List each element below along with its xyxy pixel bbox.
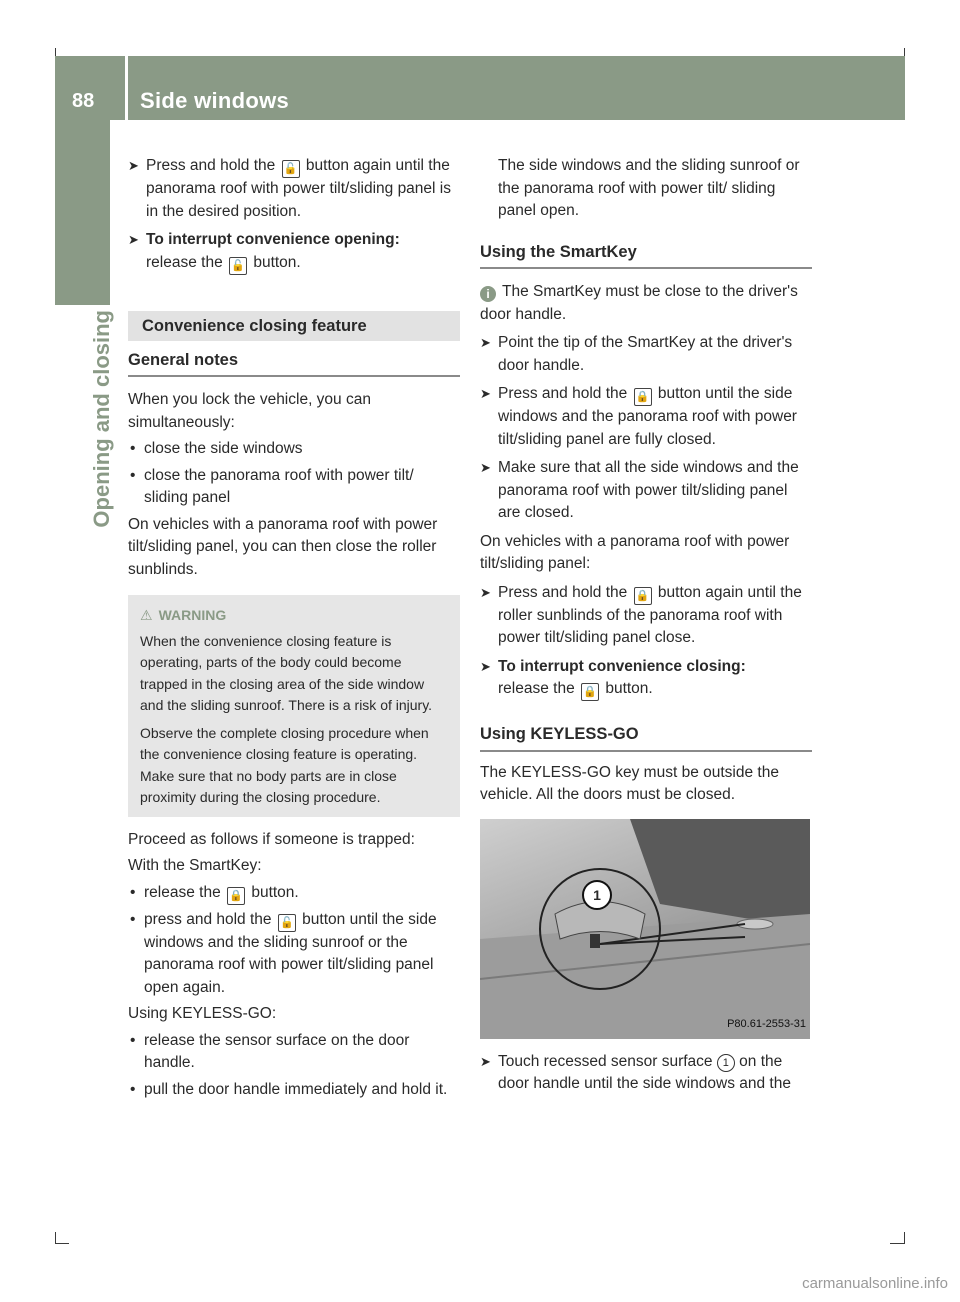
crop-mark bbox=[55, 1243, 69, 1244]
door-handle-figure bbox=[480, 819, 810, 1039]
lock-icon: 🔒 bbox=[581, 683, 599, 701]
step-arrow-icon: ➤ bbox=[480, 1053, 491, 1069]
chapter-title: Opening and closing bbox=[89, 310, 114, 528]
keyless-heading: Using KEYLESS-GO bbox=[480, 723, 812, 752]
warning-icon: ⚠ bbox=[140, 607, 153, 623]
step: ➤ Press and hold the 🔒 button until the side windows and the panorama roof with power tilt/sliding panel are fully closed. bbox=[480, 385, 797, 448]
crop-mark bbox=[904, 1232, 905, 1244]
warning-box bbox=[128, 595, 460, 817]
unlock-icon: 🔓 bbox=[282, 160, 300, 178]
info-icon: i bbox=[480, 286, 496, 302]
side-tab bbox=[55, 120, 110, 305]
step: ➤ Touch recessed sensor surface 1 on the door handle until the side windows and the bbox=[480, 1052, 791, 1092]
step: ➤ Press and hold the 🔒 button again until the roller sunblinds of the panorama roof with power tilt/sliding panel close. bbox=[480, 583, 802, 646]
step-arrow-icon: ➤ bbox=[480, 658, 491, 674]
smartkey-label: With the SmartKey: bbox=[128, 857, 262, 874]
panorama-intro: On vehicles with a panorama roof with power tilt/sliding panel: bbox=[480, 532, 790, 572]
continuation-text: The side windows and the sliding sunroof or the panorama roof with power tilt/ sliding panel open. bbox=[498, 157, 800, 219]
list-item: • press and hold the 🔓 button until the side windows and the sliding sunroof or the panorama roof with power tilt/sliding panel open again. bbox=[130, 910, 437, 996]
list-item: • release the 🔒 button. bbox=[128, 882, 460, 905]
smartkey-heading: Using the SmartKey bbox=[480, 241, 812, 270]
lock-icon: 🔒 bbox=[634, 388, 652, 406]
convenience-heading: Convenience closing feature bbox=[128, 311, 460, 341]
list-item: • close the side windows bbox=[130, 440, 303, 457]
unlock-icon: 🔓 bbox=[278, 914, 296, 932]
lock-icon: 🔒 bbox=[634, 587, 652, 605]
header-divider bbox=[125, 56, 128, 120]
callout-inline: 1 bbox=[717, 1054, 735, 1072]
right-column bbox=[480, 155, 812, 1102]
section-title: Side windows bbox=[140, 88, 290, 113]
warning-text: Observe the complete closing procedure when the convenience closing feature is operating. Make sure that no body parts are in close proximity during the closing procedure. bbox=[140, 724, 429, 805]
list-item: • close the panorama roof with power tilt/ sliding panel bbox=[130, 466, 414, 506]
intro-text: When you lock the vehicle, you can simultaneously: bbox=[128, 391, 371, 431]
car-door-illustration bbox=[480, 819, 810, 1039]
step: ➤ To interrupt convenience closing: release the 🔒 button. bbox=[480, 656, 812, 702]
left-column bbox=[128, 155, 460, 1105]
lock-icon: 🔒 bbox=[227, 887, 245, 905]
warning-title: ⚠ WARNING bbox=[140, 605, 450, 627]
callout-number: 1 bbox=[582, 880, 612, 910]
step: ➤ To interrupt convenience opening: release the 🔓 button. bbox=[128, 229, 460, 275]
figure-label: P80.61-2553-31 bbox=[727, 1018, 806, 1030]
step-arrow-icon: ➤ bbox=[480, 386, 491, 401]
warning-text: When the convenience closing feature is operating, parts of the body could become trapped in the closing area of the side window and the sliding sunroof. There is a risk of injury. bbox=[140, 632, 433, 713]
step: ➤ Point the tip of the SmartKey at the driver's door handle. bbox=[480, 334, 793, 374]
step-arrow-icon: ➤ bbox=[480, 460, 491, 475]
step: ➤ Make sure that all the side windows and the panorama roof with power tilt/sliding panel are closed. bbox=[480, 459, 799, 521]
page-number: 88 bbox=[72, 90, 95, 112]
info-note: i The SmartKey must be close to the driver's door handle. bbox=[480, 283, 798, 323]
list-item: • release the sensor surface on the door handle. bbox=[130, 1031, 410, 1071]
general-notes-heading: General notes bbox=[128, 349, 460, 378]
step-arrow-icon: ➤ bbox=[128, 158, 139, 173]
step-arrow-icon: ➤ bbox=[128, 232, 139, 247]
watermark: carmanualsonline.info bbox=[802, 1275, 948, 1292]
keyless-intro: The KEYLESS-GO key must be outside the vehicle. All the doors must be closed. bbox=[480, 763, 779, 803]
step: ➤ Press and hold the 🔓 button again until the panorama roof with power tilt/sliding panel is in the desired position. bbox=[128, 157, 451, 220]
trapped-intro: Proceed as follows if someone is trapped: bbox=[128, 830, 415, 848]
list-item: • pull the door handle immediately and hold it. bbox=[130, 1080, 448, 1098]
step-arrow-icon: ➤ bbox=[480, 335, 491, 350]
keyless-label: Using KEYLESS-GO: bbox=[128, 1005, 277, 1022]
step-arrow-icon: ➤ bbox=[480, 584, 491, 600]
unlock-icon: 🔓 bbox=[229, 257, 247, 275]
panorama-note: On vehicles with a panorama roof with power tilt/sliding panel, you can then close the roller sunblinds. bbox=[128, 515, 438, 578]
sensor-surface bbox=[590, 934, 600, 948]
crop-mark bbox=[890, 1243, 904, 1244]
